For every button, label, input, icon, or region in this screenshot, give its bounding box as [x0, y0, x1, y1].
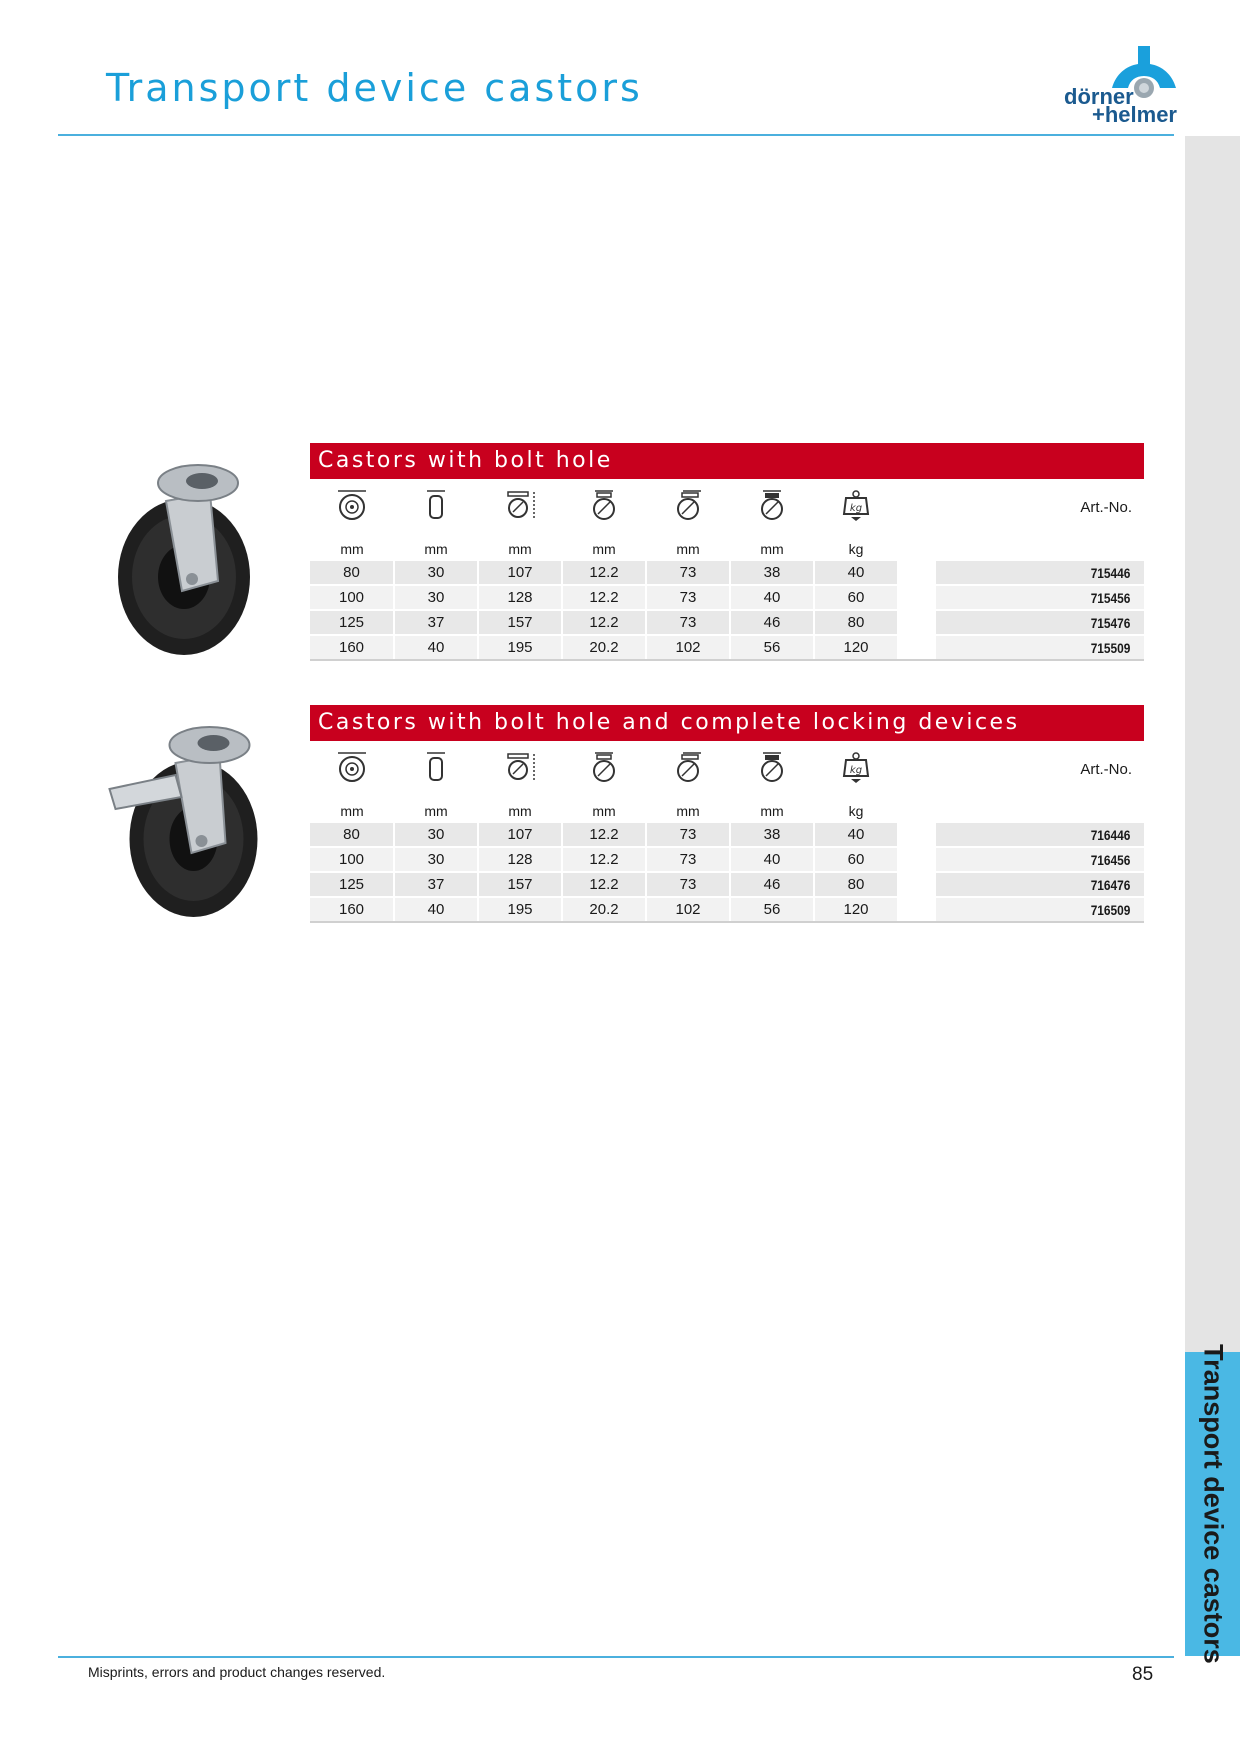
- article-number: 715476: [935, 610, 1144, 635]
- table-cell: 40: [814, 822, 898, 847]
- article-number: 716456: [935, 847, 1144, 872]
- table-cell: 157: [478, 872, 562, 897]
- table-cell: 30: [394, 560, 478, 585]
- table-cell: 12.2: [562, 872, 646, 897]
- logo-text: dörner: [1064, 84, 1134, 109]
- table-cell: 73: [646, 822, 730, 847]
- wheel-diameter-icon: [335, 750, 369, 784]
- unit-cell: mm: [508, 803, 532, 819]
- unit-cell: mm: [676, 803, 700, 819]
- load-badge: kg: [849, 503, 863, 514]
- side-tab[interactable]: [1185, 136, 1240, 290]
- table-cell: 80: [814, 872, 898, 897]
- article-number: 715456: [935, 585, 1144, 610]
- table-cell: 102: [646, 635, 730, 660]
- side-tab[interactable]: [1185, 744, 1240, 898]
- table-cell: 125: [310, 872, 394, 897]
- article-number: 715446: [935, 560, 1144, 585]
- side-tab-bar: [1185, 136, 1240, 1664]
- table-cell: 120: [814, 897, 898, 922]
- article-number: 715509: [935, 635, 1144, 660]
- artno-header: Art.-No.: [1080, 760, 1132, 778]
- table-cell: 12.2: [562, 560, 646, 585]
- bolt-hole-icon: [587, 488, 621, 522]
- section-title: Castors with bolt hole: [310, 443, 1144, 479]
- table-cell: 38: [730, 560, 814, 585]
- table-cell: 73: [646, 560, 730, 585]
- artno-header: Art.-No.: [1080, 498, 1132, 516]
- table-cell: 37: [394, 610, 478, 635]
- table-cell: 12.2: [562, 847, 646, 872]
- table-cell: 128: [478, 847, 562, 872]
- table-cell: 80: [310, 822, 394, 847]
- table-row: [310, 560, 1144, 585]
- brand-logo: [1064, 44, 1180, 127]
- table-cell: 100: [310, 847, 394, 872]
- table-cell: 128: [478, 585, 562, 610]
- spec-table: [310, 741, 1144, 923]
- table-cell: 56: [730, 635, 814, 660]
- table-cell: 195: [478, 897, 562, 922]
- unit-row: [310, 535, 1144, 560]
- unit-cell: mm: [340, 803, 364, 819]
- article-number: 716476: [935, 872, 1144, 897]
- side-tab-label: Transport device castors: [1198, 1344, 1228, 1664]
- unit-cell: kg: [848, 541, 864, 557]
- bolt-hole-icon: [587, 750, 621, 784]
- total-height-icon: [503, 488, 537, 522]
- table-cell: 30: [394, 822, 478, 847]
- table-cell: 12.2: [562, 610, 646, 635]
- spec-table: [310, 479, 1144, 661]
- table-cell: 56: [730, 897, 814, 922]
- table-cell: 73: [646, 847, 730, 872]
- page-number: 85: [1132, 1664, 1154, 1685]
- unit-cell: mm: [676, 541, 700, 557]
- table-cell: 38: [730, 822, 814, 847]
- table-cell: 195: [478, 635, 562, 660]
- unit-row: [310, 797, 1144, 822]
- table-cell: 100: [310, 585, 394, 610]
- table-cell: 80: [814, 610, 898, 635]
- unit-cell: mm: [760, 803, 784, 819]
- table-row: [310, 847, 1144, 872]
- table-cell: 107: [478, 560, 562, 585]
- table-cell: 125: [310, 610, 394, 635]
- table-cell: 80: [310, 560, 394, 585]
- unit-cell: kg: [848, 803, 864, 819]
- table-cell: 40: [394, 635, 478, 660]
- table-cell: 40: [814, 560, 898, 585]
- offset-icon: [755, 750, 789, 784]
- table-cell: 160: [310, 897, 394, 922]
- plate-size-icon: [671, 488, 705, 522]
- offset-icon: [755, 488, 789, 522]
- unit-cell: mm: [760, 541, 784, 557]
- wheel-width-icon: [419, 488, 453, 522]
- footer-divider: [58, 1656, 1174, 1658]
- table-cell: 40: [730, 847, 814, 872]
- unit-cell: mm: [340, 541, 364, 557]
- table-cell: 46: [730, 610, 814, 635]
- table-row: [310, 897, 1144, 922]
- load-capacity-icon: [839, 750, 873, 784]
- side-tab[interactable]: [1185, 288, 1240, 442]
- side-tab[interactable]: [1185, 440, 1240, 594]
- plate-size-icon: [671, 750, 705, 784]
- table-row: [310, 822, 1144, 847]
- page-title: Transport device castors: [106, 66, 643, 110]
- unit-cell: mm: [508, 541, 532, 557]
- side-tab-active[interactable]: [1185, 1344, 1240, 1664]
- unit-cell: mm: [424, 803, 448, 819]
- table-cell: 73: [646, 585, 730, 610]
- table-cell: 40: [730, 585, 814, 610]
- table-cell: 60: [814, 585, 898, 610]
- table-cell: 12.2: [562, 822, 646, 847]
- article-number: 716509: [935, 897, 1144, 922]
- table-cell: 157: [478, 610, 562, 635]
- wheel-diameter-icon: [335, 488, 369, 522]
- table-row: [310, 872, 1144, 897]
- table-cell: 102: [646, 897, 730, 922]
- unit-cell: mm: [592, 541, 616, 557]
- table-row: [310, 585, 1144, 610]
- table-cell: 160: [310, 635, 394, 660]
- load-badge: kg: [849, 765, 863, 776]
- unit-cell: mm: [424, 541, 448, 557]
- wheel-width-icon: [419, 750, 453, 784]
- section-title: Castors with bolt hole and complete locking devices: [310, 705, 1144, 741]
- total-height-icon: [503, 750, 537, 784]
- logo-text-secondary: +helmer: [1092, 102, 1177, 127]
- table-row: [310, 635, 1144, 660]
- table-cell: 30: [394, 847, 478, 872]
- load-capacity-icon: [839, 488, 873, 522]
- table-row: [310, 610, 1144, 635]
- table-cell: 73: [646, 610, 730, 635]
- castor-product-image: [110, 461, 280, 661]
- table-cell: 20.2: [562, 635, 646, 660]
- side-tab[interactable]: [1185, 896, 1240, 1050]
- side-tab[interactable]: [1185, 1048, 1240, 1202]
- table-cell: 40: [394, 897, 478, 922]
- table-cell: 12.2: [562, 585, 646, 610]
- side-tab[interactable]: [1185, 1200, 1240, 1354]
- table-cell: 30: [394, 585, 478, 610]
- table-cell: 107: [478, 822, 562, 847]
- unit-cell: mm: [592, 803, 616, 819]
- side-tab[interactable]: [1185, 592, 1240, 746]
- article-number: 716446: [935, 822, 1144, 847]
- footer-disclaimer: Misprints, errors and product changes reserved.: [88, 1664, 386, 1680]
- table-cell: 46: [730, 872, 814, 897]
- table-cell: 60: [814, 847, 898, 872]
- header-divider: [58, 134, 1174, 136]
- table-cell: 73: [646, 872, 730, 897]
- icon-header-row: [310, 479, 1144, 535]
- table-cell: 20.2: [562, 897, 646, 922]
- castor-locking-product-image: [98, 723, 283, 923]
- table-cell: 37: [394, 872, 478, 897]
- icon-header-row: [310, 741, 1144, 797]
- table-cell: 120: [814, 635, 898, 660]
